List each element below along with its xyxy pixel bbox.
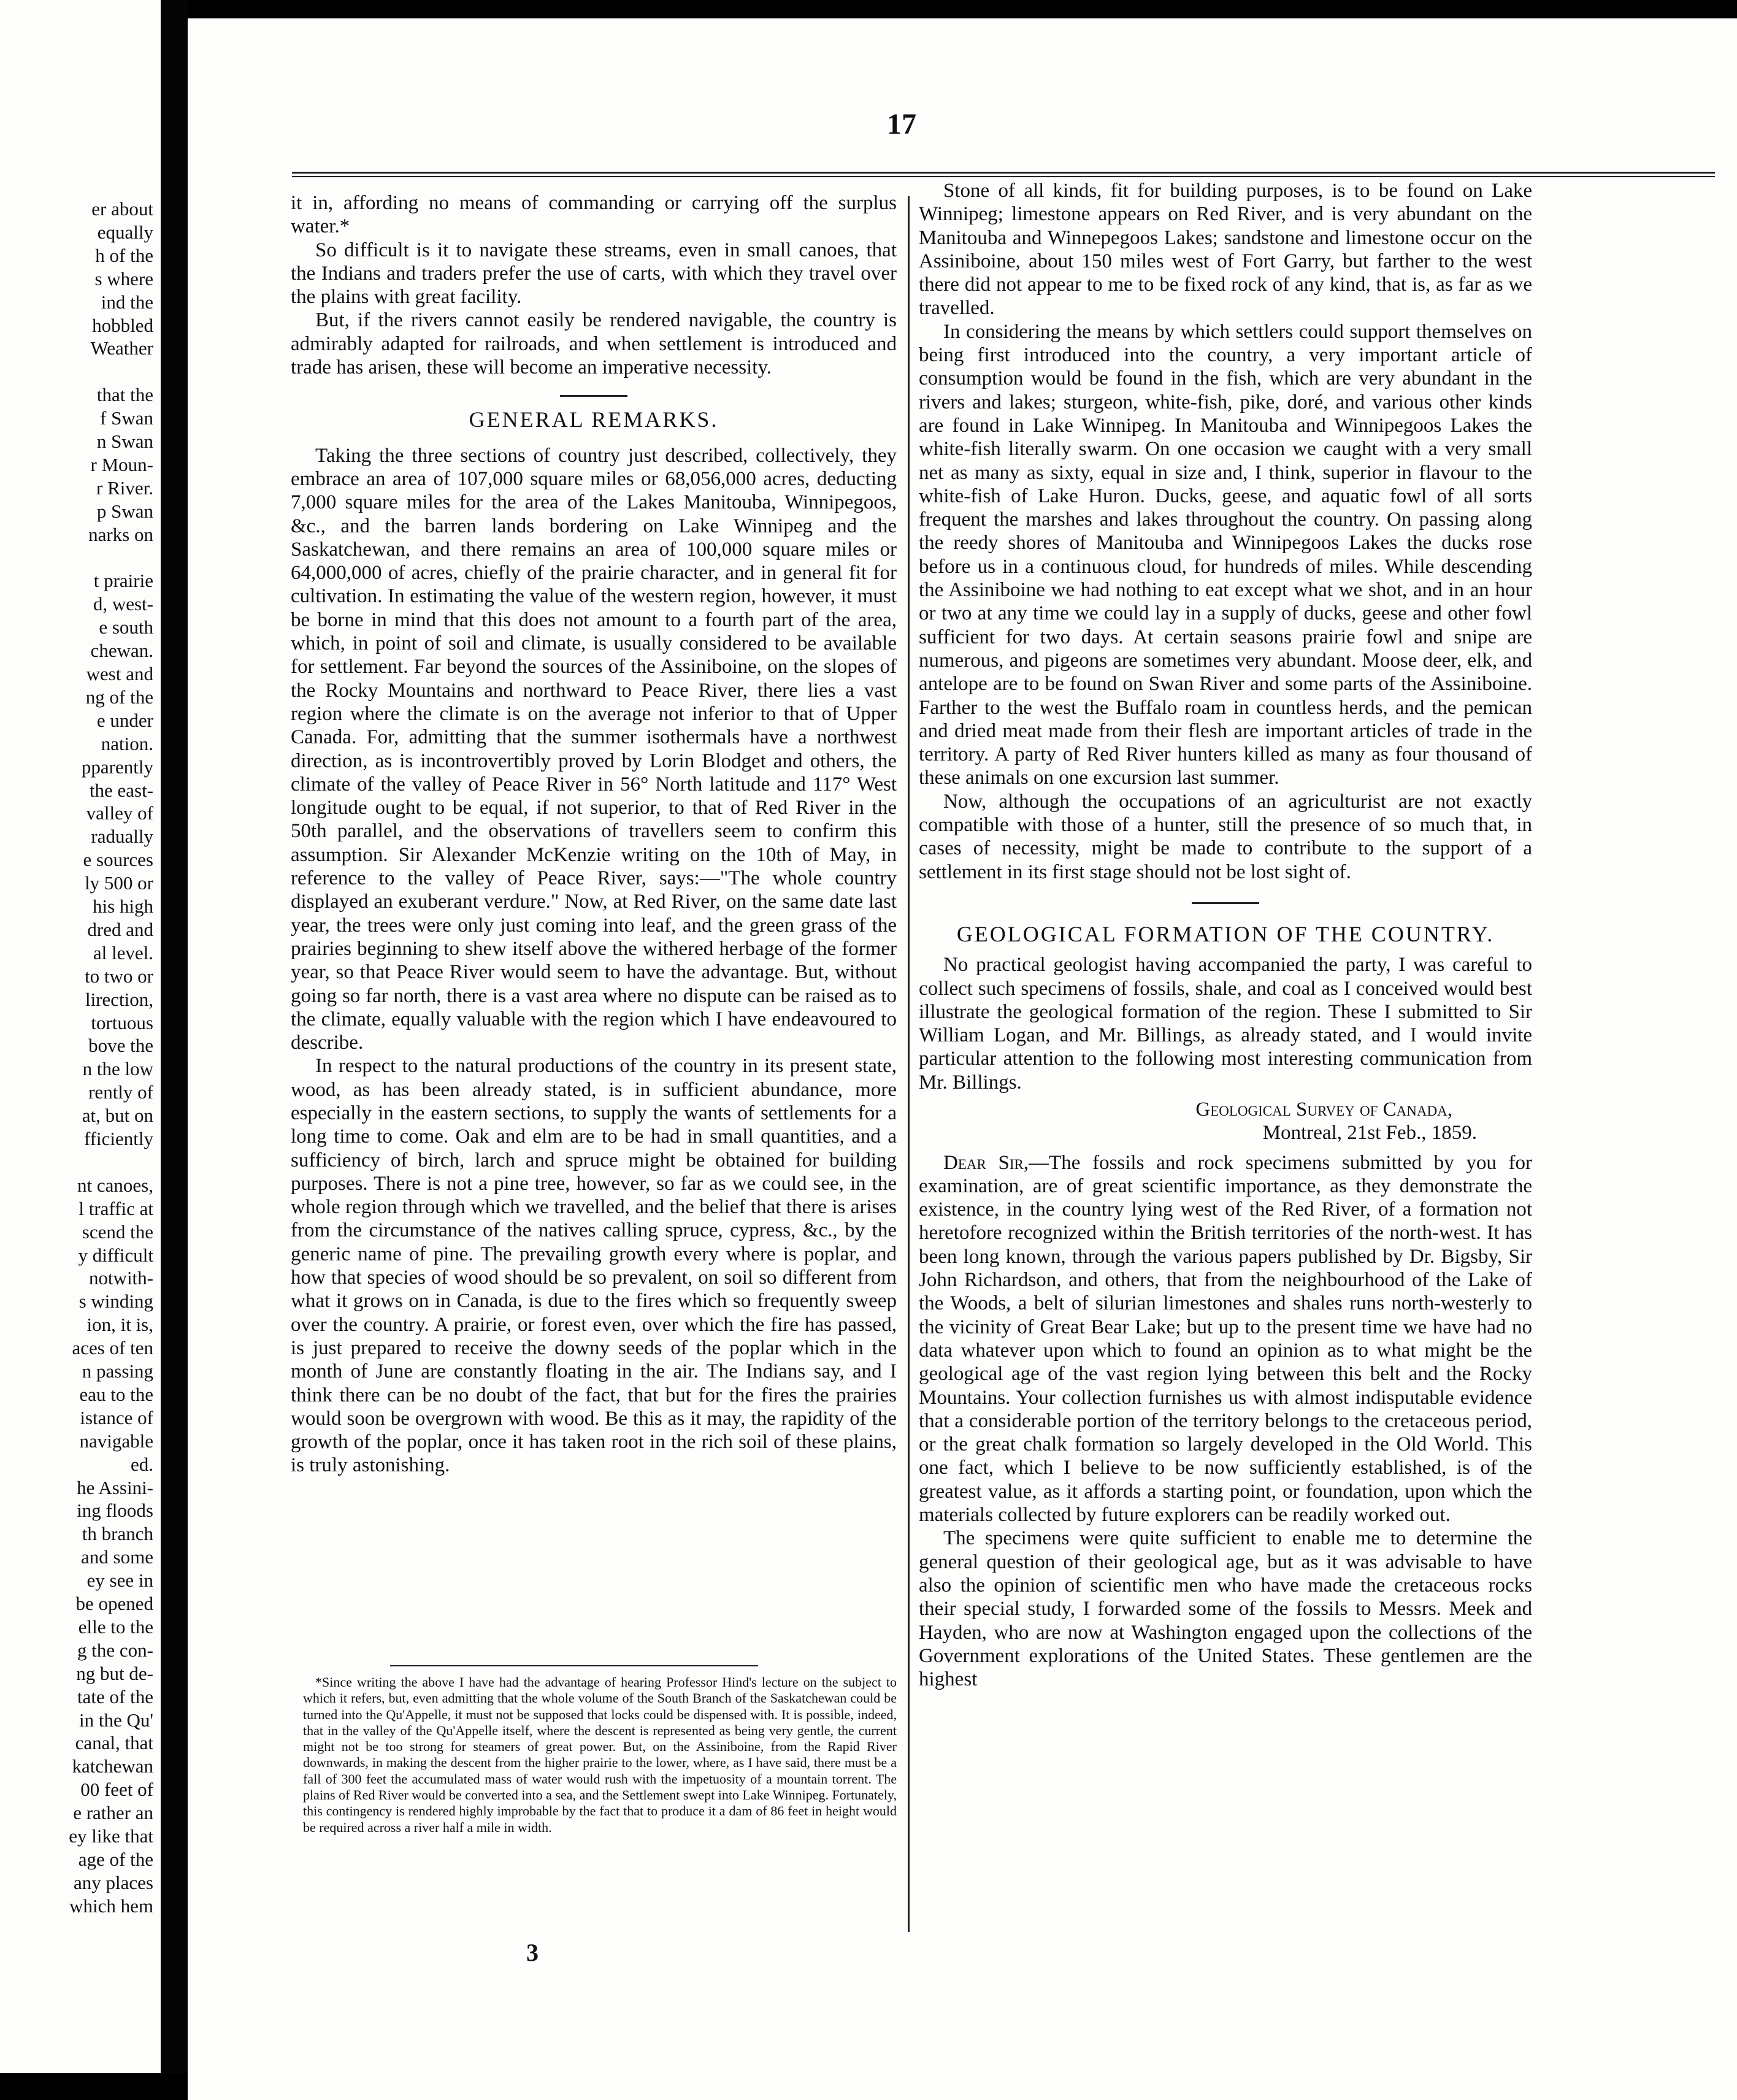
facing-page-line: pparently: [81, 756, 153, 778]
facing-page-line: ed.: [130, 1453, 153, 1475]
book-gutter: [161, 0, 188, 2100]
facing-page-line: scend the: [82, 1221, 153, 1243]
facing-page-line: in the Qu': [79, 1709, 153, 1731]
letter-text: —The fossils and rock specimens submitted by you for examination, are of great scientific importance, as they demonstrate the existence, in the country lying west of the Red River, of a formation not heretofore recognized within the British territories of the north-west. It has been long known, through the various papers published by Dr. Bigsby, Sir John Richardson, and others, that from the neighbourhood of the Lake of the Woods, a belt of silurian limestones and shales runs north-westerly to the vicinity of Great Bear Lake; but up to the present time we have had no data whatever upon which to found an opinion as to what might be the geological age of the vast region lying between this belt and the Rocky Mountains. Your collection furnishes us with almost indisputable evidence that a considerable portion of the territory belongs to the cretaceous period, or the great chalk formation so largely developed in the Old World. This one fact, which I believe to be now sufficiently established, is of the greatest value, as it affords a starting point, or foundation, upon which the materials collected by future explorers can be readily worked out.: [919, 1151, 1533, 1527]
footnote-rule: [390, 1665, 758, 1666]
facing-page-line: any places: [74, 1871, 153, 1893]
facing-page-line: ey see in: [86, 1569, 153, 1592]
facing-page-line: eau to the: [79, 1383, 153, 1405]
facing-page-line: ng but de-: [76, 1662, 153, 1684]
footnote-text: *Since writing the above I have had the advantage of hearing Professor Hind's lecture on the subject to which it refers, but, even admitting that the whole volume of the South Branch of the Saskatchewan could be turned into the Qu'Appelle, it must not be supposed that locks could be dispensed with. It is possible, indeed, that in the valley of the Qu'Appelle itself, where the descent is represented as being very gentle, the current might not be too strong for steamers of great power. But, on the Assiniboine, from the Rapid River downwards, in making the descent from the higher prairie to the lower, where, as I have said, there must be a fall of 300 feet the accumulated mass of water would rush with the impetuosity of a mountain torrent. The plains of Red River would be converted into a sea, and the Settlement swept into Lake Winnipeg. Fortunately, this contingency is rendered highly improbable by the fact that to produce it a dam of 86 feet in height would be required across a river half a mile in width.: [303, 1674, 897, 1835]
facing-page-line: fficiently: [83, 1128, 153, 1149]
facing-page-line: t prairie: [93, 570, 153, 592]
letter-paragraph: [919, 1151, 1532, 1527]
facing-page-line: p Swan: [96, 500, 153, 522]
facing-page-line: e rather an: [73, 1802, 153, 1824]
facing-page-line: which hem: [69, 1895, 153, 1917]
facing-page-line: ing floods: [77, 1500, 153, 1522]
facing-page-line: that the: [96, 384, 153, 406]
facing-page-line: equally: [97, 221, 153, 243]
right-column: [919, 179, 1532, 1691]
section-divider: [1192, 902, 1259, 904]
facing-page-line: chewan.: [90, 640, 153, 662]
facing-page-line: dred and: [87, 918, 153, 940]
facing-page-line: d, west-: [93, 593, 153, 615]
facing-page-line: to two or: [85, 965, 153, 987]
page: [188, 18, 1737, 2100]
facing-page-line: his high: [92, 895, 153, 917]
facing-page-line: e sources: [83, 849, 153, 871]
facing-page-line: n passing: [82, 1360, 153, 1382]
paragraph: The specimens were quite sufficient to enable me to determine the general question of their geological age, but as it was advisable to have also the opinion of scientific men who have made the cretaceous rocks their special study, I forwarded some of the fossils to Messrs. Meek and Hayden, who are now at Washington engaged upon the collections of the Government explorations of the United States. These gentlemen are the highest: [919, 1527, 1532, 1691]
section-heading: GEOLOGICAL FORMATION OF THE COUNTRY.: [956, 921, 1495, 946]
paragraph: But, if the rivers cannot easily be rendered navigable, the country is admirably adapted for railroads, and when settlement is introduced and trade has arisen, these will become an imperative necessity.: [291, 309, 897, 379]
page-number: 17: [887, 108, 916, 140]
facing-page-line: elle to the: [78, 1615, 153, 1638]
facing-page-line: g the con-: [77, 1639, 153, 1661]
facing-page-line: ly 500 or: [85, 872, 153, 894]
facing-page-line: and some: [81, 1546, 153, 1568]
facing-page-line: n the low: [82, 1058, 153, 1080]
scan-border: [0, 2073, 188, 2100]
facing-page-line: at, but on: [82, 1105, 153, 1127]
facing-page-line: Weather: [90, 337, 153, 359]
facing-page-line: he Assini-: [77, 1476, 153, 1498]
facing-page-line: f Swan: [100, 407, 153, 429]
facing-page-line: e south: [99, 616, 153, 638]
section-divider: [560, 395, 627, 397]
facing-page-line: ind the: [101, 291, 153, 313]
paragraph: Stone of all kinds, fit for building purposes, is to be found on Lake Winnipeg; limestone appears on Red River, and is very abundant on the Manitouba and Winnepegoos Lakes; sandstone and limestone occur on the Assiniboine, about 150 miles west of Fort Garry, but farther to the west there did not appear to me to be fixed rock of any kind, that is, as far as we travelled.: [919, 180, 1532, 320]
facing-page-line: ey like that: [69, 1825, 153, 1847]
continuation-paragraph: it in, affording no means of commanding or carrying off the surplus water.*: [291, 192, 897, 238]
paragraph: So difficult is it to navigate these streams, even in small canoes, that the Indians and traders prefer the use of carts, with which they travel over the plains with great facility.: [291, 239, 897, 308]
facing-page-line: hobbled: [92, 314, 153, 336]
facing-page-line: be opened: [75, 1593, 153, 1614]
facing-page-line: canal, that: [75, 1732, 153, 1754]
facing-page-line: er about: [91, 198, 153, 220]
facing-page-line: th branch: [82, 1523, 153, 1545]
facing-page-line: istance of: [80, 1406, 153, 1428]
paragraph: In respect to the natural productions of the country in its present state, wood, as has been already stated, is in sufficient abundance, more especially in the eastern sections, to supply the wants of settlements for a long time to come. Oak and elm are to be had in small quantities, and a sufficiency of birch, larch and spruce might be obtained for building purposes. There is not a pine tree, however, so far as we could see, in the whole region through which we travelled, and the belief that there is arises from the circumstance of the natives calling spruce, cypress, &c., by the generic name of pine. The prevailing growth every where is poplar, and how that species of wood should be so prevalent, on soil so different from what it grows on in Canada, is due to the fires which so frequently sweep over the country. A prairie, or forest even, over which the fire has passed, is just prepared to receive the downy seeds of the poplar which in the month of June are constantly floating in the air. The Indians say, and I think there can be no doubt of the fact, that but for the fires the prairies would soon be overgrown with wood. Be this as it may, the rapidity of the growth of the poplar, once it has taken root in the rich soil of these plains, is truly astonishing.: [291, 1055, 897, 1477]
facing-page-line: y difficult: [78, 1244, 153, 1266]
paragraph: No practical geologist having accompanied the party, I was careful to collect such specimens of fossils, shale, and coal as I conceived would best illustrate the geological formation of the region. These I submitted to Sir William Logan, and Mr. Billings, as already stated, and I would invite particular attention to the following most interesting communication from Mr. Billings.: [919, 954, 1532, 1094]
paragraph: In considering the means by which settlers could support themselves on being first introduced into the country, a very important article of consumption would be found in the fish, which are very abundant in the rivers and lakes; sturgeon, white-fish, pike, doré, and various other kinds are found in Lake Winnipeg. In Manitouba and Winnipegoos Lakes the white-fish literally swarm. On one occasion we caught with a very small net as many as sixty, equal in size and, I think, superior in flavour to the white-fish of Lake Huron. Ducks, geese, and aquatic fowl of all sorts frequent the marshes and lakes throughout the country. On passing along the reedy shores of Manitouba and Winnipegoos Lakes the ducks rose before us in a continuous cloud, for hundreds of miles. While descending the Assiniboine we had nothing to eat except what we shot, and in an hour or two at any time we could lay in a supply of ducks, geese and other fowl sufficient for two days. At certain seasons prairie fowl and snipe are numerous, and pigeons are sometimes very abundant. Moose deer, elk, and antelope are to be found on Swan River and some parts of the Assiniboine. Farther to the west the Buffalo roam in countless herds, and the pemican and dried meat made from their flesh are important articles of trade in the territory. A party of Red River hunters killed as many as four thousand of these animals on one excursion last summer.: [919, 320, 1532, 789]
salutation: Dear Sir,: [943, 1151, 1029, 1174]
signature-mark: 3: [526, 1939, 539, 1966]
facing-page-line: r River.: [96, 477, 153, 499]
facing-page-line: navigable: [79, 1430, 153, 1452]
facing-page-line: ng of the: [85, 686, 153, 708]
facing-page-line: n Swan: [96, 431, 153, 452]
facing-page-line: al level.: [93, 941, 153, 964]
facing-page-line: lirection,: [85, 988, 153, 1010]
facing-page-line: tate of the: [77, 1685, 153, 1707]
facing-page-line: s where: [94, 267, 153, 289]
header-rule-secondary: [292, 176, 1715, 177]
facing-page-line: h of the: [95, 244, 153, 266]
footnote: [303, 1674, 897, 1836]
column-divider: [908, 196, 910, 1932]
facing-page-line: l traffic at: [79, 1197, 153, 1219]
facing-page-line: katchewan: [72, 1755, 153, 1777]
paragraph: Taking the three sections of country just described, collectively, they embrace an area of 107,000 square miles or 68,056,000 acres, deducting 7,000 square miles for the area of the Lakes Manitouba, Winnipegoos, &c., and the barren lands bordering on Lake Winnipeg and the Saskatchewan, and there remains an area of 100,000 square miles or 64,000,000 of acres, chiefly of the prairie character, and in general fit for cultivation. In estimating the value of the western region, however, it must be borne in mind that this does not amount to a fourth part of the area, which, in point of soil and climate, is usually considered to be available for settlement. Far beyond the sources of the Assiniboine, on the slopes of the Rocky Mountains and northward to Peace River, there lies a vast region where the climate is on the average not inferior to that of Upper Canada. For, admitting that the summer isothermals have a northwest direction, as is incontrovertibly proved by Lorin Blodget and others, the climate of the valley of Peace River in 56° North latitude and 117° West longitude ought to be equal, if not superior, to that of Red River in the 50th parallel, and the observations of travellers seem to confirm this assumption. Sir Alexander McKenzie writing on the 10th of May, in reference to the valley of Peace River, says:—"The whole country displayed an exuberant verdure." Now, at Red River, on the same date last year, the trees were only just coming into leaf, and the green grass of the prairies beginning to shew itself above the withered herbage of the former year, so that Peace River would seem to have the advantage. But, without going so far north, there is a vast area where no dispute can be raised as to the climate, equally valuable with the region which I have endeavoured to describe.: [291, 444, 897, 1054]
facing-page-fragment: [0, 0, 161, 2073]
facing-page-line: valley of: [86, 802, 153, 824]
facing-page-line: e under: [96, 709, 153, 731]
header-rule: [292, 172, 1715, 174]
facing-page-line: radually: [91, 826, 153, 848]
facing-page-line: west and: [86, 663, 153, 684]
facing-page-line: ion, it is,: [86, 1314, 153, 1336]
facing-page-line: bove the: [88, 1035, 153, 1057]
facing-page-line: notwith-: [88, 1267, 153, 1289]
paragraph: Now, although the occupations of an agriculturist are not exactly compatible with those of a hunter, still the presence of so much that, in cases of necessity, might be made to contribute to the support of a settlement in its first stage should not be lost sight of.: [919, 790, 1532, 883]
facing-page-line: s winding: [79, 1290, 153, 1312]
facing-page-line: rently of: [88, 1081, 153, 1103]
facing-page-line: nt canoes,: [77, 1174, 153, 1196]
facing-page-line: age of the: [78, 1848, 153, 1870]
facing-page-line: r Moun-: [90, 453, 153, 475]
facing-page-line: nation.: [101, 732, 153, 754]
section-heading: GENERAL REMARKS.: [469, 407, 719, 432]
left-column: [291, 191, 897, 1477]
letter-organization: Geological Survey of Canada,: [1195, 1098, 1452, 1121]
facing-page-line: narks on: [88, 523, 153, 545]
facing-page-line: tortuous: [91, 1011, 153, 1033]
letter-date: Montreal, 21st Feb., 1859.: [1262, 1122, 1477, 1144]
facing-page-line: 00 feet of: [80, 1779, 153, 1801]
facing-page-line: the east-: [89, 779, 153, 801]
facing-page-line: aces of ten: [72, 1337, 153, 1359]
